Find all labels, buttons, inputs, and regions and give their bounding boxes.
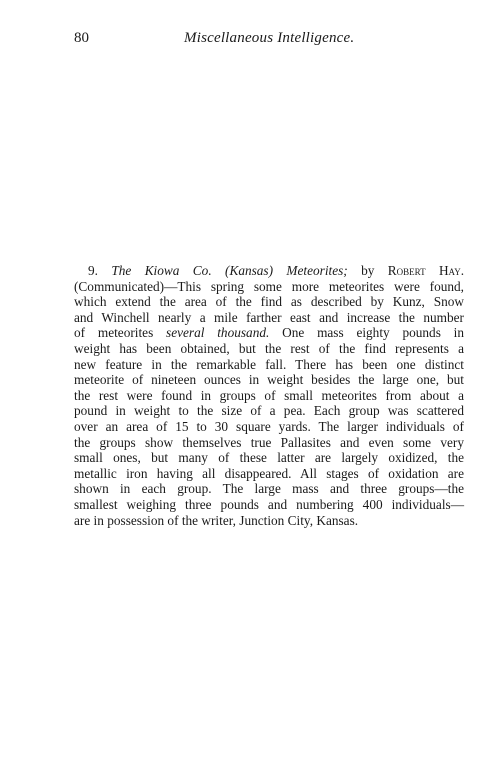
article-title-kiowa: Kiowa — [144, 263, 180, 278]
text-line: smallest weighing three pounds and numbering 400 individuals— — [74, 496, 464, 512]
article-number: 9. — [88, 263, 98, 278]
text-line: and Winchell nearly a mile farther east and increase the number — [74, 309, 464, 325]
article-paragraph — [74, 263, 464, 528]
emphasis-text: several thousand. — [166, 325, 270, 341]
text-line: are in possession of the writer, Junction City, Kansas. — [74, 512, 359, 528]
page-number: 80 — [74, 30, 89, 46]
article-title-meteorites: Meteorites; — [286, 263, 348, 278]
text-segment: of meteorites — [74, 325, 154, 341]
text-line: pound in weight to the size of a pea. Each group was scattered — [74, 403, 464, 419]
article-title-co: Co. — [192, 263, 212, 278]
text-line: new feature in the remarkable fall. There has been one distinct — [74, 356, 464, 372]
text-line: shown in each group. The large mass and three groups—the — [74, 481, 464, 497]
article-title-the: The — [111, 263, 132, 278]
text-segment: One mass eighty pounds in — [282, 325, 465, 341]
text-line: metallic iron having all disappeared. All stages of oxidation are — [74, 465, 464, 481]
text-line: over an area of 15 to 30 square yards. The larger individuals of — [74, 418, 464, 434]
text-line: which extend the area of the find as described by Kunz, Snow — [74, 294, 464, 310]
text-line: small ones, but many of these latter are largely oxidized, the — [74, 450, 464, 466]
running-title: Miscellaneous Intelligence. — [184, 30, 355, 46]
text-line: the rest were found in groups of small meteorites from about a — [74, 387, 464, 403]
article-author: Robert Hay. — [387, 263, 465, 278]
text-line: the groups show themselves true Pallasites and even some very — [74, 434, 464, 450]
text-line: meteorite of nineteen ounces in weight besides the large one, but — [74, 372, 464, 388]
article-title-kansas: (Kansas) — [225, 263, 274, 278]
article-by: by — [361, 263, 375, 278]
article-heading-line — [74, 263, 464, 279]
text-line: (Communicated)—This spring some more meteorites were found, — [74, 278, 464, 294]
text-line: weight has been obtained, but the rest of the find represents a — [74, 340, 464, 356]
text-line — [74, 325, 464, 341]
